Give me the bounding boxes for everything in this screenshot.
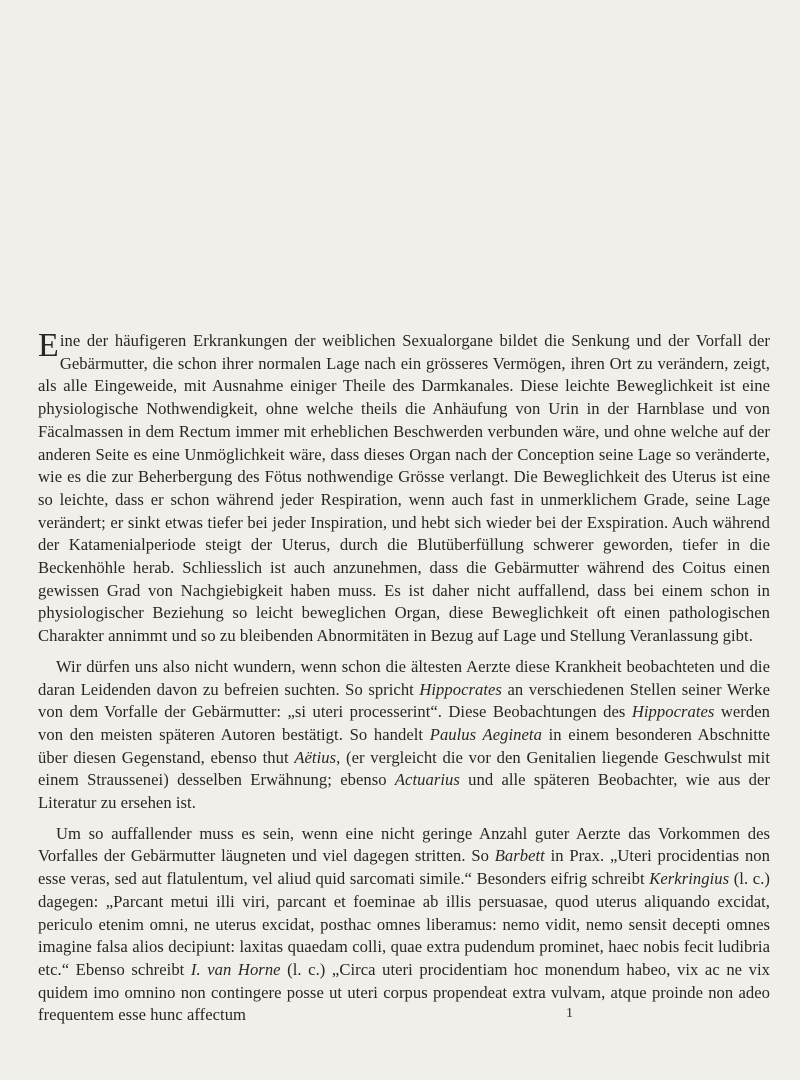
text-run: in einem besonderen Abschnitte über diesen Gegenstand, ebenso thut <box>38 724 770 767</box>
paragraph-2 <box>38 656 770 815</box>
italic-name: Aëtius <box>294 747 337 767</box>
paragraph-2-text <box>38 657 770 812</box>
text-run: , (er vergleicht die vor den Genitalien liegende Geschwulst mit einem Straussenei) desselben Erwähnung; ebenso <box>38 747 770 790</box>
text-run: ine der häufigeren Erkrankungen der weiblichen Sexualorgane bildet die Senkung und der Vorfall der Gebärmutter, die schon ihrer normalen Lage nach ein grösseres Vermögen, ihren Ort zu verändern, zeigt, als alle Eingeweide, mit Ausnahme einiger Theile des Darmkanales. Diese leichte Beweglichkeit ist eine physiologische Nothwendigkeit, ohne welche theils die Anhäufung von Urin in der Harnblase und von Fäcalmassen in dem Rectum immer mit erheblichen Beschwerden verbunden wäre, und ohne welche auf der anderen Seite es eine Unmöglichkeit wäre, dass dieses Organ nach der Conception seine Lage so veränderte, wie es die zur Beherbergung des Fötus nothwendige Grösse verlangt. Die Beweglichkeit des Uterus ist eine so leichte, dass er schon während jeder Respiration, wenn auch fast in unmerklichem Grade, seine Lage verändert; er sinkt etwas tiefer bei jeder Inspiration, und hebt sich wieder bei der Exspiration. Auch während der Katamenialperiode steigt der Uterus, durch die Blutüberfüllung schwerer geworden, tiefer in die Beckenhöhle herab. Schliesslich ist auch anzunehmen, dass die Gebärmutter während des Coitus einen gewissen Grad von Nachgiebigkeit haben muss. Es ist daher nicht auffallend, dass bei einem schon in physiologischer Beziehung so leicht beweglichen Organ, diese Beweglichkeit oft einen pathologischen Charakter annimmt und so zu bleibenden Abnormitäten in Bezug auf Lage und Stellung Veranlassung gibt. <box>38 331 770 646</box>
text-run: an verschiedenen Stellen seiner Werke von dem Vorfalle der Gebärmutter: „si uteri processerint“. Diese Beobachtungen des <box>38 679 770 722</box>
body-text <box>38 327 771 1035</box>
paragraph-3 <box>38 823 770 1027</box>
italic-name: Barbett <box>494 846 545 866</box>
text-run: Wir dürfen uns also nicht wundern, wenn schon die ältesten Aerzte diese Krankheit beobachteten und die daran Leidenden davon zu befreien suchten. So spricht <box>38 656 770 699</box>
text-run: werden von den meisten späteren Autoren bestätigt. So handelt <box>38 702 770 744</box>
paragraph-1 <box>38 327 770 648</box>
paragraph-3-text <box>38 824 770 1025</box>
text-run: in Prax. „Uteri procidentias non esse veras, sed aut flatulentum, vel aliud quid sarcomati simile.“ Besonders eifrig schreibt <box>38 846 770 889</box>
italic-name: Hippocrates <box>631 702 715 722</box>
paragraph-1-text <box>38 327 770 646</box>
italic-name: I. van Horne <box>190 959 281 979</box>
text-run: Um so auffallender muss es sein, wenn eine nicht geringe Anzahl guter Aerzte das Vorkommen des Vorfalles der Gebärmutter läugneten und viel dagegen stritten. So <box>38 823 770 866</box>
italic-name: Hippocrates <box>419 679 502 699</box>
text-run: (l. c.) dagegen: „Parcant metui illi viri, parcant et foeminae ab illis persuasae, quod uterus aliquando excidat, periculo etenim omni, ne uterus excidat, posthac omnes liberamus: nemo vidit, nemo sensit decepti omnes imagine falsa alios decipiunt: laxitas quaedam colli, quae extra pudendum prominet, haec nobis fecit ludibria etc.“ Ebenso schreibt <box>38 869 770 979</box>
text-run: und alle späteren Beobachter, wie aus der Literatur zu ersehen ist. <box>38 770 770 813</box>
italic-name: Actuarius <box>394 770 460 790</box>
italic-name: Kerkringius <box>649 869 730 889</box>
signature-mark: 1 <box>566 1006 573 1021</box>
text-run: (l. c.) „Circa uteri procidentiam hoc monendum habeo, vix ac ne vix quidem imo omnino non contingere posse ut uteri corpus propendeat extra vulvam, atque proinde non adeo frequentem esse hunc affectum <box>38 959 771 1025</box>
italic-name: Paulus Aegineta <box>429 724 542 744</box>
drop-cap: E <box>38 327 59 364</box>
